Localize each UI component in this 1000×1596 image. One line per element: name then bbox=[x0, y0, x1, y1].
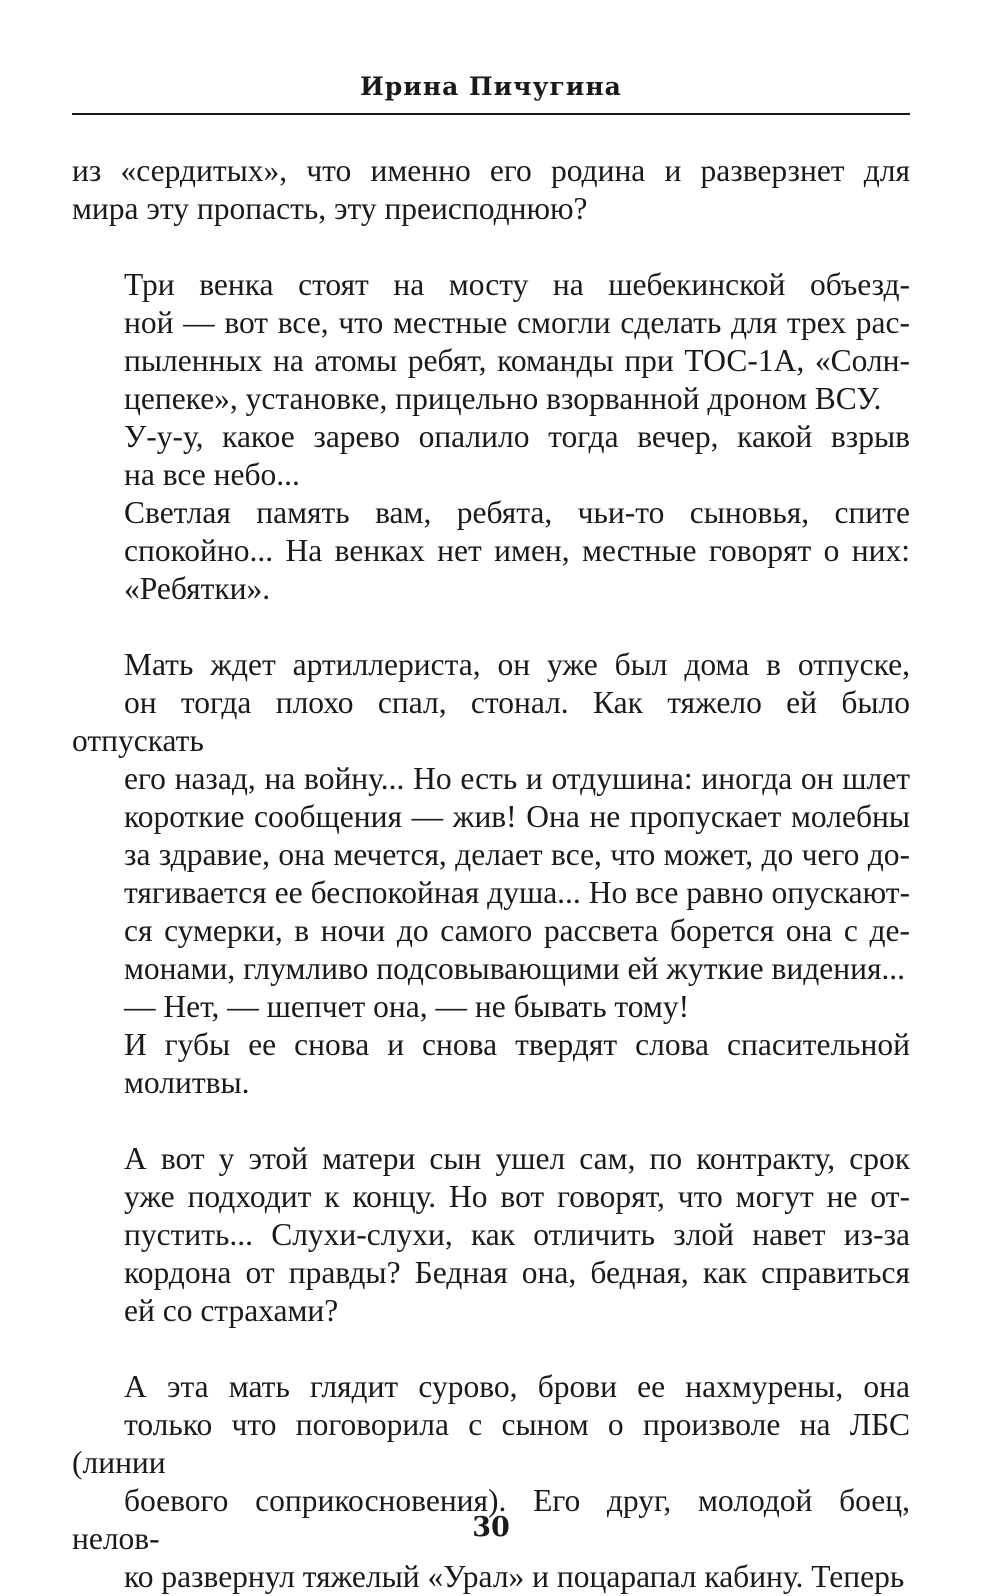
paragraph bbox=[72, 988, 910, 1026]
text-line: ей со страхами? bbox=[124, 1293, 339, 1328]
running-head-author: Ирина Пичугина bbox=[360, 72, 622, 101]
text-line: цепеке», установке, прицельно взорванной дроном ВСУ. bbox=[124, 381, 882, 416]
text-line: У-у-у, какое зарево опалило тогда вечер, какой взрыв bbox=[124, 419, 910, 454]
text-line: «Ребятки». bbox=[124, 571, 271, 606]
paragraph bbox=[72, 1368, 910, 1596]
text-line: ся сумерки, в ночи до самого рассвета борется она с де- bbox=[124, 913, 910, 948]
text-line: молитвы. bbox=[124, 1065, 250, 1100]
paragraph bbox=[72, 152, 910, 228]
text-line: — Нет, — шепчет она, — не бывать тому! bbox=[124, 989, 690, 1024]
paragraph-gap bbox=[72, 1102, 910, 1140]
text-line: тягивается ее беспокойная душа... Но все равно опускают- bbox=[124, 875, 910, 910]
text-line: на все небо... bbox=[124, 457, 300, 492]
paragraph-gap bbox=[72, 228, 910, 266]
text-line: его назад, на войну... Но есть и отдушина: иногда он шлет bbox=[124, 761, 910, 796]
text-line: спокойно... На венках нет имен, местные говорят о них: bbox=[124, 533, 910, 568]
header-rule bbox=[72, 113, 910, 115]
text-line: И губы ее снова и снова твердят слова спасительной bbox=[124, 1027, 910, 1062]
paragraph bbox=[72, 266, 910, 418]
text-line: А эта мать глядит сурово, брови ее нахмурены, она bbox=[124, 1369, 910, 1404]
text-line: А вот у этой матери сын ушел сам, по контракту, срок bbox=[124, 1141, 910, 1176]
paragraph-gap bbox=[72, 608, 910, 646]
text-line: Три венка стоят на мосту на шебекинской объезд- bbox=[124, 267, 910, 302]
text-line: только что поговорила с сыном о произволе на ЛБС (линии bbox=[72, 1407, 910, 1480]
paragraph bbox=[72, 1026, 910, 1102]
text-line: кордона от правды? Бедная она, бедная, как справиться bbox=[124, 1255, 910, 1290]
text-line: за здравие, она мечется, делает все, что может, до чего до- bbox=[124, 837, 910, 872]
text-line: ко развернул тяжелый «Урал» и поцарапал кабину. Теперь bbox=[124, 1559, 905, 1594]
text-line: из «сердитых», что именно его родина и разверзнет для bbox=[72, 153, 910, 188]
text-line: он тогда плохо спал, стонал. Как тяжело ей было отпускать bbox=[72, 685, 910, 758]
text-line: Мать ждет артиллериста, он уже был дома в отпуске, bbox=[124, 647, 910, 682]
text-line: Светлая память вам, ребята, чьи-то сыновья, спите bbox=[124, 495, 910, 530]
text-line: монами, глумливо подсовывающими ей жуткие видения... bbox=[124, 951, 906, 986]
paragraph bbox=[72, 646, 910, 988]
text-line: короткие сообщения — жив! Она не пропускает молебны bbox=[124, 799, 910, 834]
text-line: мира эту пропасть, эту преисподнюю? bbox=[72, 191, 588, 226]
page-number: 30 bbox=[472, 1512, 510, 1543]
paragraph bbox=[72, 1140, 910, 1330]
text-line: боевого соприкосновения). Его друг, молодой боец, нелов- bbox=[72, 1483, 910, 1556]
paragraph-gap bbox=[72, 1330, 910, 1368]
text-line: ной — вот все, что местные смогли сделать для трех рас- bbox=[124, 305, 910, 340]
text-line: пыленных на атомы ребят, команды при ТОС-1А, «Солн- bbox=[124, 343, 910, 378]
text-line: пустить... Слухи-слухи, как отличить злой навет из-за bbox=[124, 1217, 910, 1252]
paragraph bbox=[72, 494, 910, 608]
paragraph bbox=[72, 418, 910, 494]
text-line: уже подходит к концу. Но вот говорят, что могут не от- bbox=[124, 1179, 910, 1214]
body-text bbox=[72, 152, 910, 1596]
